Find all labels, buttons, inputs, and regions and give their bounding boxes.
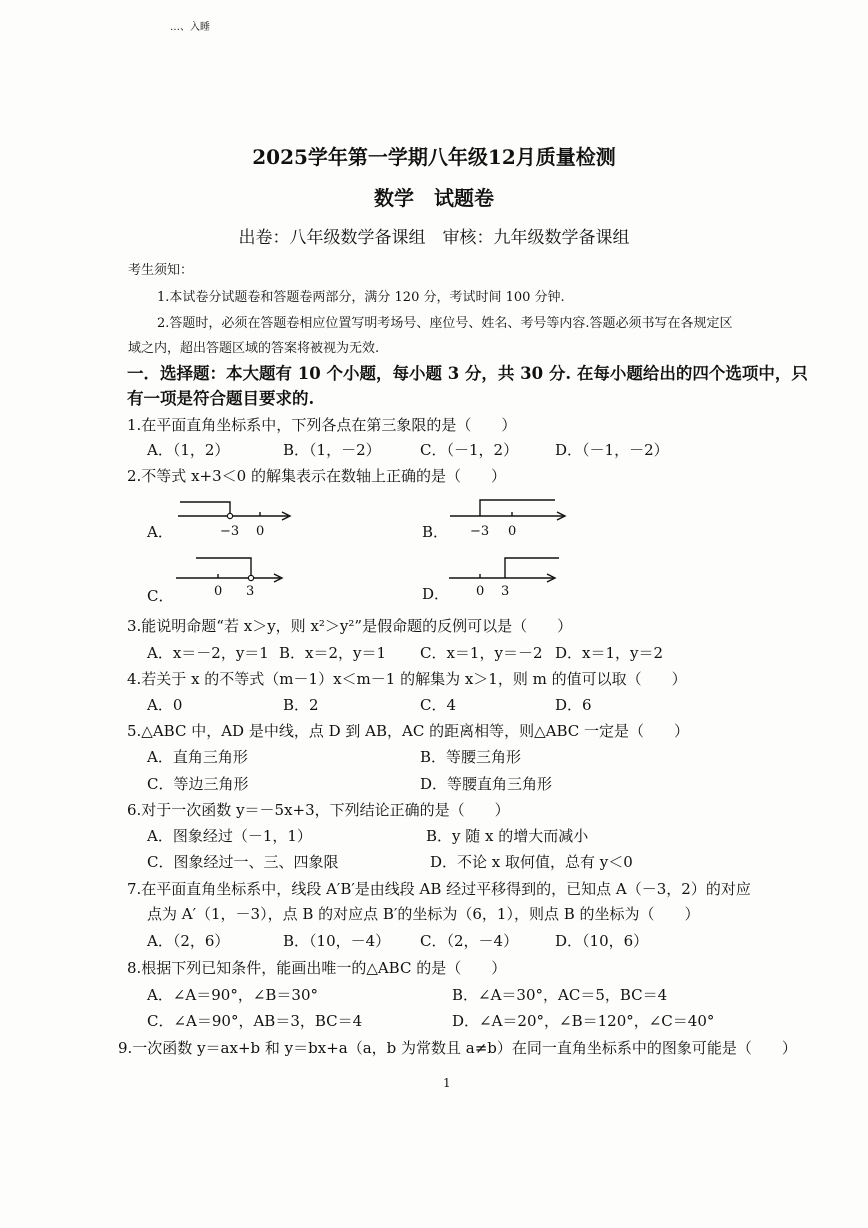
q4-stem: 4.若关于 x 的不等式（m－1）x＜m－1 的解集为 x＞1，则 m 的值可以取（ ）	[127, 670, 687, 688]
q6-option-c[interactable]: C．图象经过一、三、四象限	[147, 853, 339, 871]
q3-option-b[interactable]: B．x＝2，y＝1	[279, 644, 387, 662]
q2-number-line-c	[172, 552, 302, 600]
q3-option-a[interactable]: A．x＝－2，y＝1	[147, 644, 269, 662]
q3-option-c[interactable]: C．x＝1，y＝－2	[420, 644, 543, 662]
q4-option-d[interactable]: D．6	[555, 696, 592, 714]
q8-option-d[interactable]: D．∠A＝20°，∠B＝120°，∠C＝40°	[452, 1012, 715, 1030]
q5-option-c[interactable]: C．等边三角形	[147, 775, 249, 793]
q1-option-b[interactable]: B．（1，－2）	[283, 441, 381, 459]
q6-option-d[interactable]: D．不论 x 取何值，总有 y＜0	[430, 853, 633, 871]
notice-heading: 考生须知：	[128, 263, 194, 278]
exam-title: 2025学年第一学期八年级12月质量检测	[252, 145, 616, 169]
q1-option-c[interactable]: C．（－1，2）	[420, 441, 519, 459]
section-heading-cont: 有一项是符合题目要求的.	[127, 389, 315, 408]
q1-stem: 1.在平面直角坐标系中，下列各点在第三象限的是（ ）	[127, 416, 517, 434]
q4-option-a[interactable]: A．0	[147, 696, 183, 714]
section-heading: 一．选择题：本大题有 10 个小题，每小题 3 分，共 30 分. 在每小题给出的四个选项中，只	[127, 364, 808, 383]
corner-mark: …、入睡	[170, 22, 210, 33]
q2-b-tick-2: 0	[508, 524, 517, 539]
subject-title: 数学 试题卷	[374, 186, 494, 210]
q4-option-b[interactable]: B．2	[283, 696, 319, 714]
q5-option-b[interactable]: B．等腰三角形	[420, 748, 522, 766]
notice-item-2: 2.答题时，必须在答题卷相应位置写明考场号、座位号、姓名、考号等内容.答题必须书写在各规定区	[157, 316, 733, 331]
q8-option-c[interactable]: C．∠A＝90°，AB＝3，BC＝4	[147, 1012, 363, 1030]
q2-option-b[interactable]: B．	[422, 523, 449, 541]
q3-stem: 3.能说明命题“若 x＞y，则 x²＞y²”是假命题的反例可以是（ ）	[127, 617, 573, 635]
notice-item-1: 1.本试卷分试题卷和答题卷两部分，满分 120 分，考试时间 100 分钟.	[157, 290, 565, 305]
q2-option-d[interactable]: D．	[422, 585, 450, 603]
q9-stem: 9.一次函数 y＝ax+b 和 y＝bx+a（a，b 为常数且 a≠b）在同一直角坐标系中的图象可能是（ ）	[118, 1039, 797, 1057]
q5-option-d[interactable]: D．等腰直角三角形	[420, 775, 553, 793]
q4-option-c[interactable]: C．4	[420, 696, 457, 714]
q2-option-a[interactable]: A．	[147, 523, 173, 541]
q2-number-line-a	[170, 494, 300, 542]
q2-c-tick-2: 3	[246, 584, 255, 599]
authors-line: 出卷：八年级数学备课组 审核：九年级数学备课组	[238, 228, 630, 248]
q8-stem: 8.根据下列已知条件，能画出唯一的△ABC 的是（ ）	[127, 959, 507, 977]
q2-a-tick-1: −3	[220, 524, 240, 539]
q1-option-d[interactable]: D．（－1，－2）	[555, 441, 669, 459]
q2-d-tick-1: 0	[476, 584, 485, 599]
q8-option-b[interactable]: B．∠A＝30°，AC＝5，BC＝4	[452, 986, 668, 1004]
notice-item-2-cont: 域之内，超出答题区域的答案将被视为无效.	[128, 341, 380, 356]
q2-b-tick-1: −3	[470, 524, 490, 539]
q2-c-tick-1: 0	[214, 584, 223, 599]
q2-option-c[interactable]: C．	[147, 587, 174, 605]
q2-d-tick-2: 3	[501, 584, 510, 599]
q5-stem: 5.△ABC 中，AD 是中线，点 D 到 AB，AC 的距离相等，则△ABC 一定是（ ）	[127, 722, 690, 740]
q2-number-line-b	[445, 494, 575, 542]
q5-option-a[interactable]: A．直角三角形	[147, 748, 248, 766]
q7-stem: 7.在平面直角坐标系中，线段 A′B′是由线段 AB 经过平移得到的，已知点 A（－3，2）的对应	[127, 880, 751, 898]
q7-option-c[interactable]: C．（2，－4）	[420, 932, 519, 950]
q7-stem-cont: 点为 A′（1，－3），点 B 的对应点 B′的坐标为（6，1），则点 B 的坐标为（ ）	[147, 905, 700, 923]
q6-option-b[interactable]: B．y 随 x 的增大而减小	[426, 827, 589, 845]
q7-option-b[interactable]: B．（10，－4）	[283, 932, 391, 950]
q1-option-a[interactable]: A．（1，2）	[147, 441, 230, 459]
q6-option-a[interactable]: A．图象经过（－1，1）	[147, 827, 312, 845]
q2-a-tick-2: 0	[256, 524, 265, 539]
page-number: 1	[443, 1076, 451, 1090]
q8-option-a[interactable]: A．∠A＝90°，∠B＝30°	[147, 986, 318, 1004]
q2-number-line-d	[445, 552, 575, 600]
q2-stem: 2.不等式 x+3＜0 的解集表示在数轴上正确的是（ ）	[127, 467, 506, 485]
q6-stem: 6.对于一次函数 y＝－5x+3，下列结论正确的是（ ）	[127, 801, 510, 819]
q7-option-a[interactable]: A．（2，6）	[147, 932, 230, 950]
q7-option-d[interactable]: D．（10，6）	[555, 932, 649, 950]
q3-option-d[interactable]: D．x＝1，y＝2	[555, 644, 664, 662]
